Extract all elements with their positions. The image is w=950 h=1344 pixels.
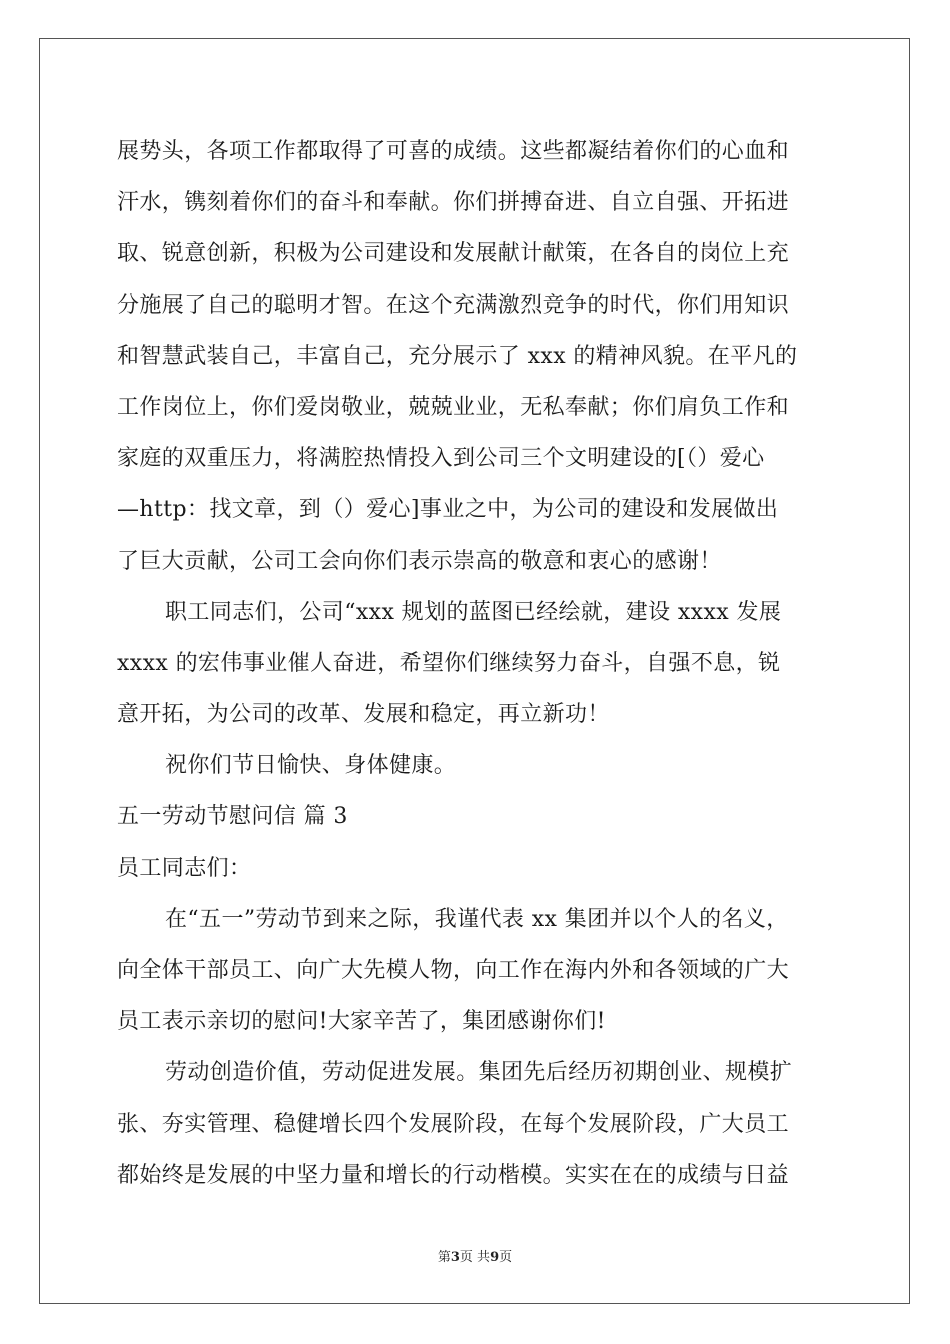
body-line: 工作岗位上，你们爱岗敬业，兢兢业业，无私奉献；你们肩负工作和	[117, 394, 790, 420]
body-line: 向全体干部员工、向广大先模人物，向工作在海内外和各领域的广大	[117, 958, 790, 983]
body-line: 家庭的双重压力，将满腔热情投入到公司三个文明建设的[（）爱心	[117, 446, 765, 472]
footer-prefix: 第	[437, 1250, 451, 1265]
page-footer	[0, 1246, 950, 1265]
total-pages-number: 9	[490, 1250, 500, 1265]
body-line: 都始终是发展的中坚力量和增长的行动楷模。实实在在的成绩与日益	[117, 1162, 790, 1188]
footer-suffix: 页	[499, 1250, 513, 1265]
body-line: 分施展了自己的聪明才智。在这个充满激烈竞争的时代，你们用知识	[117, 292, 790, 318]
paragraph-start-line: 职工同志们，公司“xxx 规划的蓝图已经绘就，建设 xxxx 发展	[165, 599, 782, 625]
document-body	[117, 126, 837, 1201]
salutation-line: 员工同志们：	[117, 855, 252, 881]
body-line: 汗水，镌刻着你们的奋斗和奉献。你们拼搏奋进、自立自强、开拓进	[117, 190, 790, 216]
footer-mid: 页 共	[459, 1250, 491, 1265]
body-line: 张、夯实管理、稳健增长四个发展阶段，在每个发展阶段，广大员工	[117, 1111, 790, 1137]
section-heading: 五一劳动节慰问信 篇 3	[117, 804, 348, 830]
current-page-number: 3	[450, 1250, 460, 1265]
paragraph-start-line: 在“五一”劳动节到来之际，我谨代表 xx 集团并以个人的名义，	[165, 906, 789, 932]
body-line: 员工表示亲切的慰问!大家辛苦了，集团感谢你们!	[117, 1009, 606, 1035]
paragraph-start-line: 劳动创造价值，劳动促进发展。集团先后经历初期创业、规模扩	[165, 1060, 793, 1086]
body-line: 取、锐意创新，积极为公司建设和发展献计献策，在各自的岗位上充	[117, 241, 790, 267]
body-line: 意开拓，为公司的改革、发展和稳定，再立新功！	[117, 702, 610, 728]
body-line: 展势头，各项工作都取得了可喜的成绩。这些都凝结着你们的心血和	[117, 139, 790, 164]
body-line: xxxx 的宏伟事业催人奋进，希望你们继续努力奋斗，自强不息，锐	[117, 650, 781, 676]
closing-wish-line: 祝你们节日愉快、身体健康。	[165, 753, 457, 779]
body-line: 了巨大贡献，公司工会向你们表示崇高的敬意和衷心的感谢！	[117, 548, 722, 574]
body-line: 和智慧武装自己，丰富自己，充分展示了 xxx 的精神风貌。在平凡的	[117, 343, 798, 369]
body-line: —http：找文章，到（）爱心]事业之中，为公司的建设和发展做出	[117, 497, 779, 523]
